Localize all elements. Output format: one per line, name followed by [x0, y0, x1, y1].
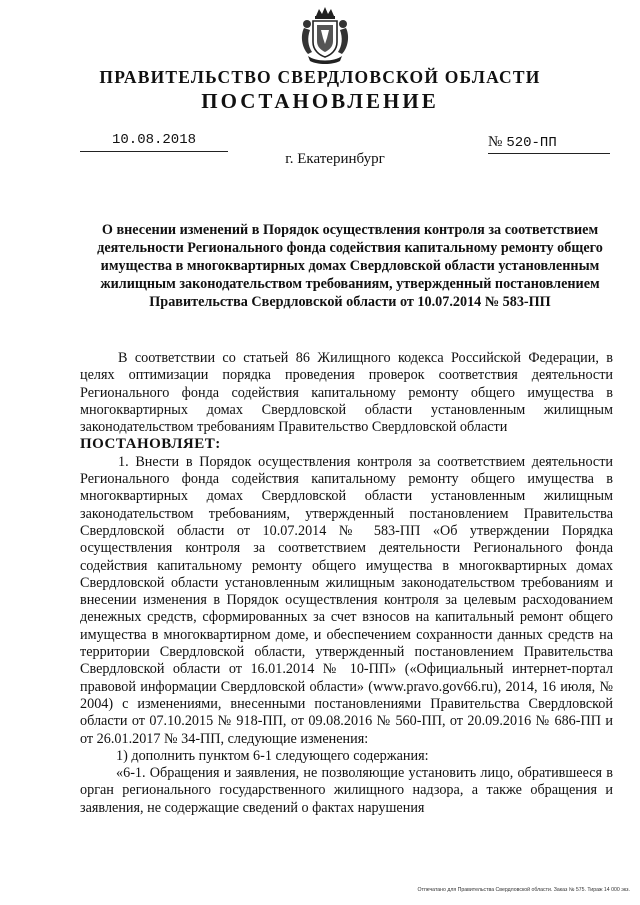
decree-heading: ПОСТАНОВЛЯЕТ: [80, 436, 221, 453]
print-note: Отпечатано для Правительства Свердловской области. Заказ № 575. Тираж 14 000 экз. [417, 887, 630, 893]
number-value: 520-ПП [506, 135, 557, 151]
coat-of-arms-icon [296, 6, 354, 66]
document-date: 10.08.2018 [80, 132, 228, 152]
document-type: ПОСТАНОВЛЕНИЕ [201, 89, 439, 113]
subitem-1-paragraph: 1) дополнить пунктом 6-1 следующего содержания: [116, 747, 429, 764]
document-subject: О внесении изменений в Порядок осуществления контроля за соответствием деятельности Регионального фонда содействия капитальному ремонту общего имущества в многоквартирных домах Свердловской области установленным жилищным законодательством требованиям, утвержденный постановлением Правительства Свердловской области от 10.07.2014 № 583-ПП [97, 222, 603, 310]
quote-paragraph: «6-1. Обращения и заявления, не позволяющие установить лицо, обратившееся в орган регионального государственного жилищного надзора, а также обращения и заявления, не содержащие сведений о фактах нарушения [80, 765, 613, 816]
number-sign: № [488, 134, 503, 150]
intro-paragraph: В соответствии со статьей 86 Жилищного кодекса Российской Федерации, в целях оптимизации порядка проведения проверок соответствия деятельности Регионального фонда содействия капитальному ремонту общего имущества в многоквартирных домах Свердловской области установленным жилищным законодательством требованиям Правительство Свердловской области [80, 350, 613, 436]
government-title: ПРАВИТЕЛЬСТВО СВЕРДЛОВСКОЙ ОБЛАСТИ [99, 67, 541, 87]
city: г. Екатеринбург [285, 151, 385, 167]
item-1-paragraph: 1. Внести в Порядок осуществления контроля за соответствием деятельности Регионального фонда содействия капитальному ремонту общего имущества в многоквартирных домах Свердловской области установленным жилищным законодательством требованиям, утвержденный постановлением Правительства Свердловской области от 10.07.2014 № 583-ПП «Об утверждении Порядка осуществления контроля за соответствием деятельности Регионального фонда содействия капитальному ремонту общего имущества в многоквартирных домах Свердловской области установленным жилищным законодательством требованиям и внесении изменения в Порядок осуществления контроля за целевым расходованием денежных средств, сформированных за счет взносов на капитальный ремонт общего имущества в многоквартирном доме, и обеспечением сохранности данных средств на территории Свердловской области, утвержденный постановлением Правительства Свердловской области от 16.01.2014 № 10-ПП» («Официальный интернет-портал правовой информации Свердловской области» (www.pravo.gov66.ru), 2014, 16 июля, № 2004) с изменениями, внесенными постановлениями Правительства Свердловской области от 07.10.2015 № 918-ПП, от 09.08.2016 № 560-ПП, от 20.09.2016 № 686-ПП и от 26.01.2017 № 34-ПП, следующие изменения: [80, 453, 613, 747]
document-body [80, 350, 613, 817]
